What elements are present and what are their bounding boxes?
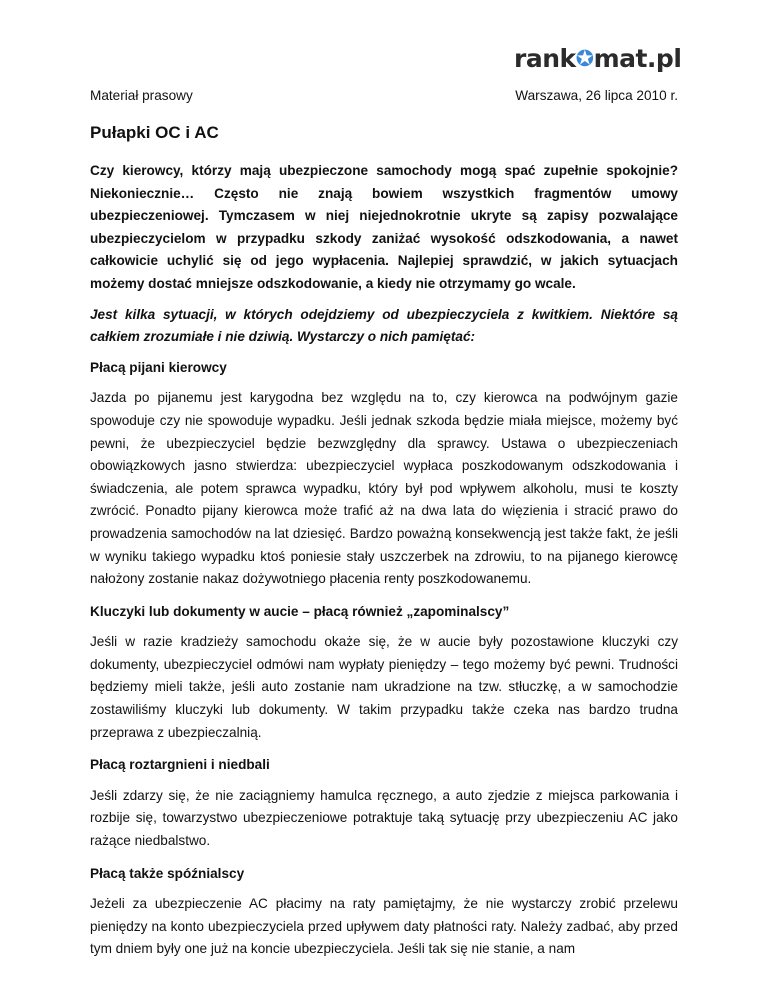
section-text: Jazda po pijanemu jest karygodna bez względu na to, czy kierowca na podwójnym gazie spowoduje czy nie spowoduje wypadku. Jeśli jednak szkoda będzie miała miejsce, możemy być pewni, że ubezpieczyciel będzie bezwzględny dla sprawcy. Ustawa o ubezpieczeniach obowiązkowych jasno stwierdza: ubezpieczyciel wypłaca poszkodowanym odszkodowania i świadczenia, ale potem sprawca wypadku, który był pod wpływem alkoholu, musi te koszty zwrócić. Ponadto pijany kierowca może trafić aż na dwa lata do więzienia i stracić prawo do prowadzenia samochodów na lat dziesięć. Bardzo poważną konsekwencją jest także fakt, że jeśli w wyniku takiego wypadku ktoś poniesie stały uszczerbek na zdrowiu, to na pijanego kierowcę nałożony zostanie nakaz dożywotniego płacenia renty poszkodowanemu. (90, 390, 678, 587)
document-body (90, 160, 678, 971)
document-date: Warszawa, 26 lipca 2010 r. (515, 88, 678, 103)
press-label: Materiał prasowy (90, 88, 193, 103)
rankomat-logo (514, 44, 681, 73)
intro-paragraph: Jest kilka sytuacji, w których odejdziemy od ubezpieczyciela z kwitkiem. Niektóre są całkiem zrozumiałe i nie dziwią. Wystarczy o nich pamiętać: (90, 306, 678, 345)
logo-text-right: mat.pl (593, 44, 682, 73)
document-title: Pułapki OC i AC (90, 123, 219, 142)
section-heading: Kluczyki lub dokumenty w aucie – płacą również „zapominalscy” (90, 603, 510, 619)
logo-star-icon: ✪ (575, 47, 594, 72)
section-text: Jeżeli za ubezpieczenie AC płacimy na raty pamiętajmy, że nie wystarczy zrobić przelewu pieniędzy na konto ubezpieczyciela przed upływem daty płatności raty. Należy zadbać, aby przed tym dniem były one już na koncie ubezpieczyciela. Jeśli tak się nie stanie, a nam (90, 896, 678, 957)
section-heading: Płacą także spóźnialscy (90, 865, 245, 881)
logo-text-left: rank (514, 44, 576, 73)
header-meta (90, 88, 678, 103)
lead-paragraph: Czy kierowcy, którzy mają ubezpieczone samochody mogą spać zupełnie spokojnie? Niekoniecznie… Często nie znają bowiem wszystkich fragmentów umowy ubezpieczeniowej. Tymczasem w niej niejednokrotnie ukryte są zapisy pozwalające ubezpieczycielom w przypadku szkody zaniżać wysokość odszkodowania, a nawet całkowicie uchylić się od jego wypłacenia. Najlepiej sprawdzić, w jakich sytuacjach możemy dostać mniejsze odszkodowanie, a kiedy nie otrzymamy go wcale. (90, 163, 678, 291)
section-text: Jeśli zdarzy się, że nie zaciągniemy hamulca ręcznego, a auto zjedzie z miejsca parkowania i rozbije się, towarzystwo ubezpieczeniowe potraktuje taką sytuację przy ubezpieczeniu AC jako rażące niedbalstwo. (90, 787, 678, 849)
section-text: Jeśli w razie kradzieży samochodu okaże się, że w aucie były pozostawione kluczyki czy dokumenty, ubezpieczyciel odmówi nam wypłaty pieniędzy – tego możemy być pewni. Trudności będziemy mieli także, jeśli auto zostanie nam ukradzione na tzw. stłuczkę, a w samochodzie zostawiliśmy kluczyki lub dokumenty. W takim przypadku także czeka nas bardzo trudna przeprawa z ubezpieczalnią. (90, 634, 678, 740)
section-heading: Płacą roztargnieni i niedbali (90, 757, 270, 773)
section-heading: Płacą pijani kierowcy (90, 359, 227, 375)
